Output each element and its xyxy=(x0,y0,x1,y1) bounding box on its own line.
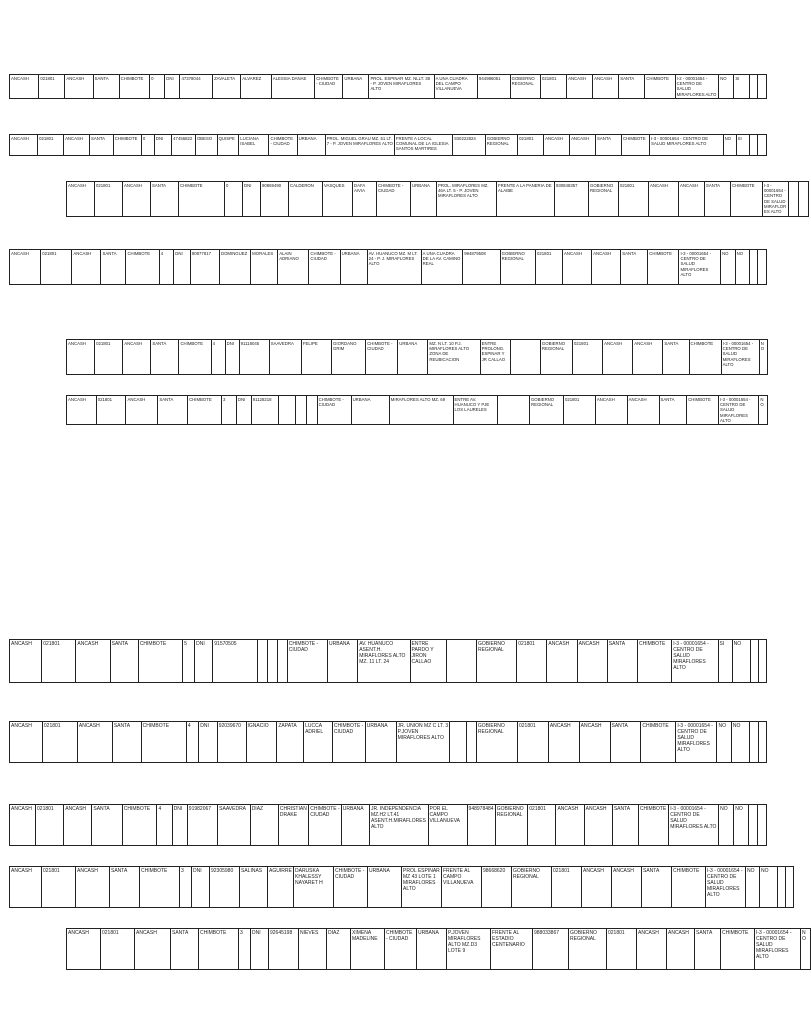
record-cell: SI xyxy=(736,135,749,156)
record-cell: 4 xyxy=(211,340,225,375)
record-cell: CHIMBOTE - CIUDAD xyxy=(377,182,411,217)
record-cell: PROL. MIRAFLORES MZ. 46A LT. 5 - P. JOVEN MIRAFLORES ALTO xyxy=(437,182,497,217)
record-cell: ALVAREZ xyxy=(241,75,271,99)
record-cell: SANTA xyxy=(151,182,179,217)
record-cell: CHIMBOTE - CIUDAD xyxy=(366,340,398,375)
record-cell: DNI xyxy=(195,640,213,683)
record-cell: ANCASH xyxy=(10,722,43,763)
record-cell: ENTRE PROLONG. ESPINAR Y JR CALLAO xyxy=(480,340,510,375)
record-cell: 3 xyxy=(222,396,237,425)
record-cell xyxy=(267,640,277,683)
record-cell: 4 xyxy=(186,722,198,763)
record-cell: P.JOVEN MIRAFLORES ALTO MZ.D3 LOTE 9 xyxy=(447,929,491,970)
record-cell: SAAVEDRA xyxy=(269,340,301,375)
record-cell: GOBIERNO REGIONAL xyxy=(485,135,517,156)
record-cell: SAAVEDRA xyxy=(218,805,251,846)
record-cell xyxy=(498,396,530,425)
record-cell: NO xyxy=(719,75,734,99)
record-cell: NO xyxy=(734,805,749,846)
record-cell: ANCASH xyxy=(633,340,663,375)
record-cell: SANTA xyxy=(158,396,188,425)
record-cell: 4 xyxy=(157,805,172,846)
record-cell: AV. HUANUCO MZ. M LT. 24 - P. J. MIRAFLORES ALTO xyxy=(367,250,421,285)
record-cell xyxy=(446,640,476,683)
record-cell: 021801 xyxy=(517,640,547,683)
record-cell: ANCASH xyxy=(548,722,579,763)
record-cell: GOBIERNO REGIONAL xyxy=(510,75,540,99)
record-cell: CHIMBOTE xyxy=(140,867,180,908)
record-cell: SANTA xyxy=(607,640,637,683)
record-cell: ANCASH xyxy=(67,182,95,217)
record-cell: FRENTE AL ESTADIO CENTENARIO xyxy=(491,929,533,970)
record-cell: I-3 - 00001654 - CENTRO DE SALUD MIRAFLORES ALTO xyxy=(706,867,746,908)
record-cell: ANCASH xyxy=(582,867,612,908)
record-cell: PROL ESPINAR MZ 43 LOTE 1 MIRAFLORES ALTO xyxy=(402,867,442,908)
record-cell: 948978484 xyxy=(467,805,495,846)
record-cell: SANTA xyxy=(101,250,126,285)
record-cell: ANCASH xyxy=(64,805,92,846)
record-cell: 5 xyxy=(183,640,195,683)
record-cell: 0 xyxy=(225,182,243,217)
record-cell: 021801 xyxy=(573,340,603,375)
record-cell: ANCASH xyxy=(544,135,570,156)
record-cell: 994879508 xyxy=(463,250,500,285)
record-cell: CHIMBOTE xyxy=(641,722,676,763)
record-cell: ANCASH xyxy=(67,929,101,970)
record-cell: ANCASH xyxy=(10,75,39,99)
record-cell xyxy=(277,640,287,683)
record-cell: CHIMBOTE xyxy=(126,250,159,285)
record-cell: DNI xyxy=(174,250,191,285)
record-cell: 021801 xyxy=(38,135,64,156)
record-cell xyxy=(296,396,307,425)
record-cell xyxy=(257,640,267,683)
record-cell: I-2 - 00001654 - CENTRO DE SALUD MIRAFLORES ALTO xyxy=(675,75,718,99)
record-cell: 98668620 xyxy=(482,867,512,908)
record-cell xyxy=(750,640,758,683)
record-cell: URBANA xyxy=(417,929,447,970)
record-cell: ANCASH xyxy=(649,182,679,217)
record-cell: DNI xyxy=(251,929,269,970)
record-cell: PROL. ESPINAR MZ. NLLT. 38 - P. JOVEN MIRAFLORES ALTO xyxy=(369,75,434,99)
record-cell: CHIMBOTE xyxy=(637,640,671,683)
record-cell: 021801 xyxy=(96,396,126,425)
record-cell: ANCASH xyxy=(123,340,151,375)
record-cell: CHIMBOTE xyxy=(731,182,763,217)
record-cell: 021801 xyxy=(619,182,649,217)
record-cell: ANCASH xyxy=(563,250,592,285)
record-cell: CHIMBOTE xyxy=(721,929,755,970)
record-cell: 021801 xyxy=(563,396,595,425)
record-cell: SI xyxy=(718,640,732,683)
record-cell: CHIMBOTE - CIUDAD xyxy=(317,396,351,425)
record-cell: 021801 xyxy=(42,640,76,683)
record-cell: CHIMBOTE xyxy=(141,722,186,763)
record-cell: DIAZ xyxy=(327,929,351,970)
record-cell: GOBIERNO REGIONAL xyxy=(569,929,607,970)
record-cell: CHIMBOTE xyxy=(179,182,225,217)
record-cell: 021801 xyxy=(518,135,544,156)
record-cell: CHIMBOTE - CIUDAD xyxy=(334,867,368,908)
record-cell: NO xyxy=(759,396,768,425)
record-cell: ANCASH xyxy=(10,640,42,683)
record-cell: POR EL CAMPO VILLANUEVA xyxy=(428,805,467,846)
record-cell: ANCASH xyxy=(76,640,110,683)
record-cell: I-3 - 00001654 - CENTRO DE SALUD MIRAFLORES ALTO xyxy=(676,722,717,763)
record-cell: 90877817 xyxy=(190,250,219,285)
record-cell: FRENTE A LOCAL COMUNAL DE LA IGLESIA SANTOS MARTIRES xyxy=(394,135,452,156)
record-cell: ANCASH xyxy=(570,135,596,156)
record-cell: AGUIRRE xyxy=(268,867,294,908)
record-cell: SANTA xyxy=(610,722,641,763)
record-cell: I-3 - 00001654 - CENTRO DE SALUD MIRAFLORES ALTO xyxy=(763,182,789,217)
record-cell: SANTA xyxy=(659,396,687,425)
record-cell: 3 xyxy=(180,867,192,908)
record-cell: URBANA xyxy=(341,805,369,846)
record-cell xyxy=(758,250,767,285)
record-cell: URBANA xyxy=(411,182,437,217)
record-cell: 021801 xyxy=(41,250,72,285)
record-cell: DNI xyxy=(172,805,187,846)
record-cell: MORALES xyxy=(251,250,278,285)
record-cell: URBANA xyxy=(340,250,367,285)
record-cell: CHIMBOTE - CIUDAD xyxy=(315,75,343,99)
record-cell: DNI xyxy=(154,135,171,156)
record-cell: DNI xyxy=(243,182,261,217)
record-cell: GOBIERNO REGIONAL xyxy=(476,640,516,683)
record-cell: 91118045 xyxy=(239,340,269,375)
record-row xyxy=(9,74,767,99)
record-cell: A UNA CUADRA DEL CAMPO VILLANUEVA xyxy=(434,75,477,99)
record-row xyxy=(9,249,767,285)
record-cell xyxy=(450,722,466,763)
record-cell xyxy=(758,722,766,763)
record-cell: A UNA CUADRA DE LA AV. CAMINO REAL xyxy=(421,250,463,285)
record-cell: URBANA xyxy=(398,340,428,375)
record-cell: DAFA AIVIA xyxy=(353,182,377,217)
record-cell: LUCIANA ISABEL xyxy=(239,135,269,156)
record-cell xyxy=(750,250,758,285)
record-cell: ANCASH xyxy=(593,75,619,99)
record-row xyxy=(9,639,767,683)
record-cell: 021801 xyxy=(536,250,563,285)
record-cell: I-3 - 00001654 - CENTRO DE SALUD MIRAFLORES ALTO xyxy=(650,135,724,156)
record-cell: CHIMBOTE xyxy=(638,805,668,846)
record-cell: ALESSIA DANAE xyxy=(271,75,314,99)
record-cell: 021801 xyxy=(36,805,64,846)
record-cell: NO xyxy=(735,250,750,285)
record-cell: 021801 xyxy=(607,929,637,970)
record-cell: NO xyxy=(732,640,750,683)
record-cell: 4 xyxy=(159,250,174,285)
record-cell: SANTA xyxy=(663,340,689,375)
record-cell: I-3 - 00001654 - CENTRO DE SALUD MIRAFLORES ALTO xyxy=(719,396,759,425)
record-cell: CHIMBOTE - CIUDAD xyxy=(287,640,327,683)
record-cell: FRENTE A LA PANERIA DE ALAIBE xyxy=(497,182,555,217)
record-cell: ANCASH xyxy=(126,396,158,425)
record-cell: ANCASH xyxy=(10,805,36,846)
record-cell: CHIMBOTE - CIUDAD xyxy=(309,250,340,285)
record-cell: SANTA xyxy=(596,135,622,156)
record-cell: 930848357 xyxy=(555,182,589,217)
record-cell: CHIMBOTE xyxy=(138,640,182,683)
record-cell: ANCASH xyxy=(612,867,642,908)
record-cell xyxy=(749,135,758,156)
record-cell: ANCASH xyxy=(547,640,577,683)
record-cell: ANCASH xyxy=(592,250,621,285)
record-cell: 3 xyxy=(239,929,251,970)
record-cell: SANTA xyxy=(90,135,114,156)
record-cell xyxy=(466,722,476,763)
record-cell: NO xyxy=(717,722,731,763)
record-cell: ANCASH xyxy=(65,75,93,99)
record-cell: SANTA xyxy=(642,867,672,908)
record-cell: ANCASH xyxy=(64,135,90,156)
record-cell: CHIMBOTE xyxy=(648,250,679,285)
record-row xyxy=(66,339,768,375)
record-cell: NO xyxy=(731,722,750,763)
record-cell: NO xyxy=(719,805,734,846)
record-cell: SANTA xyxy=(612,805,638,846)
record-cell: GOBIERNO REGIONAL xyxy=(512,867,552,908)
record-cell: NO xyxy=(760,867,778,908)
record-cell: I-3 - 00001654 - CENTRO DE SALUD MIRAFLORES ALTO xyxy=(672,640,718,683)
record-cell: 021801 xyxy=(95,182,123,217)
record-cell: XIMENA MADELINE xyxy=(351,929,385,970)
record-row xyxy=(66,928,811,970)
record-cell xyxy=(789,182,799,217)
record-cell: 021801 xyxy=(552,867,582,908)
record-cell: GOBIERNO REGIONAL xyxy=(540,340,572,375)
record-cell: QUISPE xyxy=(217,135,239,156)
record-cell xyxy=(750,722,758,763)
record-cell: DNI xyxy=(199,722,218,763)
record-cell xyxy=(778,867,786,908)
record-cell: 021801 xyxy=(528,805,556,846)
record-cell: SANTA xyxy=(110,640,138,683)
record-cell: URBANA xyxy=(368,867,402,908)
record-cell: 91128218 xyxy=(251,396,279,425)
record-cell: SI xyxy=(734,75,749,99)
record-cell: ANCASH xyxy=(10,135,38,156)
record-cell: ALAIN ADRIANO xyxy=(278,250,309,285)
record-cell: GOBIERNO REGIONAL xyxy=(495,805,528,846)
record-cell: CHIMBOTE - CIUDAD xyxy=(332,722,365,763)
record-cell: SANTA xyxy=(695,929,721,970)
record-cell: 92645198 xyxy=(269,929,299,970)
record-cell: FELIPE xyxy=(301,340,331,375)
record-cell: DIAZ xyxy=(250,805,278,846)
record-cell: 021801 xyxy=(541,75,567,99)
record-cell: I-3 - 00001654 - CENTRO DE SALUD MIRAFLORES ALTO xyxy=(721,340,759,375)
record-cell: DNI xyxy=(225,340,239,375)
record-cell: IGNACIO xyxy=(246,722,277,763)
record-row xyxy=(66,395,768,425)
record-cell: 021801 xyxy=(517,722,548,763)
record-cell: 021801 xyxy=(95,340,123,375)
record-cell: FRENTE AL CAMPO VILLANUEVA xyxy=(442,867,482,908)
record-cell: I-3 - 00001654 - CENTRO DE SALUD MIRAFLORES ALTO xyxy=(755,929,801,970)
record-cell: CALDERON xyxy=(289,182,323,217)
record-cell: GOBIERNO REGIONAL xyxy=(500,250,535,285)
record-cell: MIRAFLORES ALTO MZ. 69 xyxy=(389,396,453,425)
record-cell: 988033867 xyxy=(533,929,569,970)
record-cell: CHIMBOTE xyxy=(645,75,675,99)
record-cell: NO xyxy=(746,867,760,908)
record-cell: SANTA xyxy=(92,805,122,846)
record-cell: ANCASH xyxy=(135,929,171,970)
record-cell: NO xyxy=(723,135,736,156)
record-cell: ANCASH xyxy=(72,250,101,285)
record-row xyxy=(66,181,809,217)
record-cell: MZ. N LT. 10 P.J. MIRAFLORES ALTO ZONA DE REUBICACION xyxy=(428,340,480,375)
record-cell: NO xyxy=(759,340,767,375)
record-cell: GOBIERNO REGIONAL xyxy=(589,182,619,217)
record-cell: 0 xyxy=(150,75,165,99)
record-cell: JR. UNION MZ C LT. 3 P.JOVEN MIRAFLORES ALTO xyxy=(396,722,449,763)
record-cell: ANCASH xyxy=(667,929,695,970)
record-cell: I-3 - 00001654 - CENTRO DE SALUD MIRAFLORES ALTO xyxy=(679,250,721,285)
record-cell xyxy=(786,867,794,908)
record-cell: CHIMBOTE - CIUDAD xyxy=(385,929,417,970)
record-cell: ANCASH xyxy=(67,396,97,425)
record-cell: OBESO xyxy=(195,135,217,156)
record-cell: URBANA xyxy=(365,722,396,763)
record-cell: 021801 xyxy=(39,75,65,99)
record-cell: SANTA xyxy=(621,250,648,285)
record-cell: 930222824 xyxy=(453,135,485,156)
record-cell: ANCASH xyxy=(627,396,659,425)
record-cell: 021801 xyxy=(42,722,77,763)
record-cell xyxy=(758,135,767,156)
record-cell: NO xyxy=(721,250,736,285)
record-cell: 021801 xyxy=(101,929,135,970)
record-cell: ANCASH xyxy=(556,805,584,846)
record-cell: CHIMBOTE - CIUDAD xyxy=(269,135,297,156)
record-cell: ENTRE AV. HUANUCO Y PJE LOS LAURELES xyxy=(453,396,498,425)
record-cell: PROL. MIGUEL GRAU MZ. 51 LT. 7 - P. JOVEN MIRAFLORES ALTO xyxy=(325,135,394,156)
record-cell: URBANA xyxy=(351,396,389,425)
record-cell: ZAPATA xyxy=(277,722,304,763)
record-cell: ANCASH xyxy=(595,396,627,425)
record-cell xyxy=(758,805,767,846)
record-cell: DNI xyxy=(165,75,180,99)
record-cell: SANTA xyxy=(151,340,179,375)
record-cell: I-3 - 00001654 - CENTRO DE SALUD MIRAFLORES ALTO xyxy=(669,805,719,846)
record-cell xyxy=(758,75,767,99)
record-cell: 91570505 xyxy=(213,640,257,683)
record-cell xyxy=(758,640,766,683)
record-cell: JR. INDEPENDENCIA MZ.H2 LT.41 ASENT.H.MIRAFLORES ALTO xyxy=(369,805,428,846)
record-cell: ZAVALETA xyxy=(213,75,241,99)
record-cell xyxy=(799,182,809,217)
record-cell: ANCASH xyxy=(637,929,667,970)
record-cell: GIORDANO GRIM xyxy=(332,340,366,375)
record-cell: NIEVES xyxy=(299,929,327,970)
record-cell: SANTA xyxy=(705,182,731,217)
record-cell: VASQUES xyxy=(323,182,353,217)
record-cell: SANTA xyxy=(93,75,119,99)
record-cell: SANTA xyxy=(619,75,645,99)
record-cell: CHRISTIAN DRAKE xyxy=(278,805,308,846)
record-cell: CHIMBOTE xyxy=(689,340,721,375)
record-cell: GOBIERNO REGIONAL xyxy=(529,396,563,425)
record-cell: LUCCA ADRIEL xyxy=(304,722,333,763)
record-row xyxy=(9,804,767,846)
record-cell: CHIMBOTE xyxy=(113,135,141,156)
record-cell: DNI xyxy=(192,867,210,908)
record-cell: 47456822 xyxy=(172,135,196,156)
record-cell: DOMINGUEZ xyxy=(219,250,250,285)
record-cell: AV. HUANUCO ASENT.H. MIRAFLORES ALTO MZ. 11 LT. 24 xyxy=(358,640,410,683)
record-row xyxy=(9,866,794,908)
record-cell: NO xyxy=(801,929,811,970)
record-cell: CHIMBOTE xyxy=(199,929,239,970)
record-cell: 91982067 xyxy=(187,805,217,846)
record-cell: ANCASH xyxy=(567,75,593,99)
record-cell: ANCASH xyxy=(123,182,151,217)
record-cell xyxy=(510,340,540,375)
record-cell: URBANA xyxy=(328,640,358,683)
record-cell xyxy=(279,396,296,425)
record-cell xyxy=(749,75,758,99)
record-cell: ANCASH xyxy=(603,340,633,375)
record-cell: DARUSKA KHALESSY NAYARET H xyxy=(294,867,334,908)
record-cell: SANTA xyxy=(110,867,140,908)
record-cell: ANCASH xyxy=(67,340,95,375)
record-cell: SANTA xyxy=(112,722,141,763)
record-cell: ANCASH xyxy=(679,182,705,217)
record-cell: 0 xyxy=(141,135,154,156)
record-cell: ANCASH xyxy=(76,867,110,908)
record-cell xyxy=(749,805,758,846)
record-cell: CHIMBOTE - CIUDAD xyxy=(309,805,342,846)
record-cell: ANCASH xyxy=(10,867,42,908)
record-cell: URBANA xyxy=(343,75,369,99)
record-cell: GOBIERNO REGIONAL xyxy=(476,722,517,763)
record-cell: 90869490 xyxy=(261,182,289,217)
record-cell: ENTRE PARDO Y JIRON CALLAO xyxy=(410,640,446,683)
record-cell: URBANA xyxy=(297,135,325,156)
record-cell: CHIMBOTE xyxy=(687,396,719,425)
record-cell: ANCASH xyxy=(577,640,607,683)
record-cell: 92305980 xyxy=(210,867,240,908)
record-cell: DNI xyxy=(236,396,251,425)
record-cell: ANCASH xyxy=(77,722,112,763)
record-cell: 92039670 xyxy=(217,722,246,763)
record-cell: ANCASH xyxy=(579,722,610,763)
record-cell: CHIMBOTE xyxy=(188,396,222,425)
record-cell: 944986051 xyxy=(478,75,511,99)
record-cell: ANCASH xyxy=(10,250,41,285)
record-cell: CHIMBOTE xyxy=(672,867,706,908)
record-cell: 021801 xyxy=(42,867,76,908)
record-cell: SALINAS xyxy=(240,867,268,908)
record-cell xyxy=(306,396,317,425)
record-cell: CHIMBOTE xyxy=(122,805,157,846)
record-cell: 47378044 xyxy=(180,75,213,99)
record-cell: SANTA xyxy=(171,929,199,970)
record-cell: CHIMBOTE xyxy=(179,340,211,375)
record-row xyxy=(9,721,767,763)
record-cell: CHIMBOTE xyxy=(621,135,649,156)
record-row xyxy=(9,134,767,156)
record-cell: CHIMBOTE xyxy=(119,75,149,99)
record-cell: ANCASH xyxy=(584,805,612,846)
